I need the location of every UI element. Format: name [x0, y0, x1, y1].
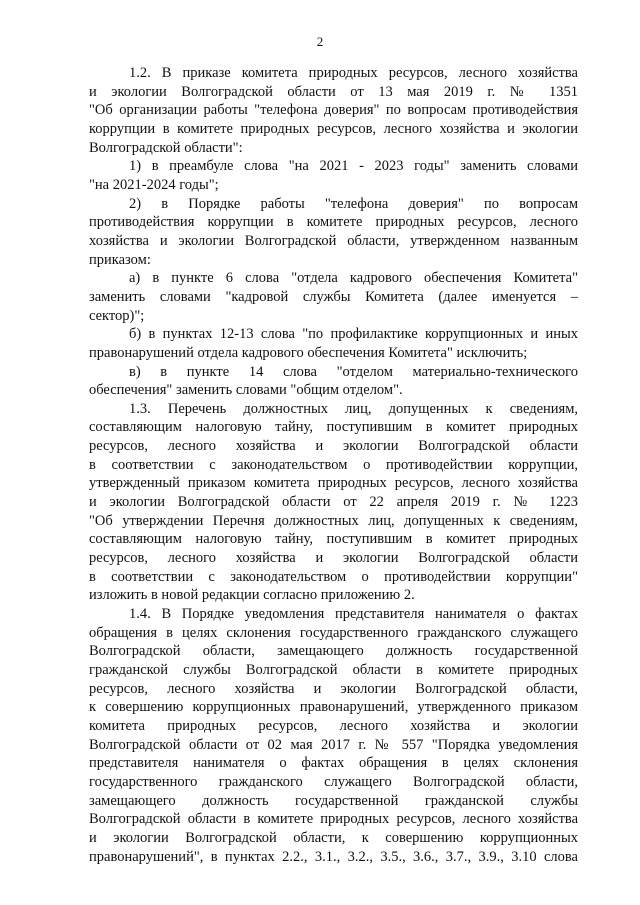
text-line: и экологии Волгоградской области от 22 апреля 2019 г. № 1223 [89, 494, 578, 511]
text-line: обращения в целях склонения государственного гражданского служащего [89, 624, 578, 641]
text-line: хозяйства и экологии Волгоградской области, утвержденном названным [89, 232, 578, 249]
text-line: и экологии Волгоградской области от 13 мая 2019 г. № 1351 [89, 83, 578, 100]
text-line: ресурсов, лесного хозяйства и экологии Волгоградской области [89, 438, 578, 455]
text-line: замещающего должность государственной гражданской службы [89, 792, 578, 809]
text-line: 1.4. В Порядке уведомления представителя нанимателя о фактах [129, 606, 578, 623]
text-line: противодействия коррупции в комитете природных ресурсов, лесного [89, 214, 578, 231]
text-line: а) в пункте 6 слова "отдела кадрового обеспечения Комитета" [129, 270, 578, 287]
text-line: ресурсов, лесного хозяйства и экологии Волгоградской области [89, 550, 578, 567]
text-line: правонарушений отдела кадрового обеспечения Комитета" исключить; [89, 344, 528, 361]
text-line: Волгоградской области от 02 мая 2017 г. № 557 "Порядка уведомления [89, 736, 578, 753]
text-line: Волгоградской области в комитете природных ресурсов, лесного хозяйства [89, 811, 578, 828]
text-line: коррупции в комитете природных ресурсов, лесного хозяйства и экологии [89, 120, 578, 137]
text-line: ресурсов, лесного хозяйства и экологии Волгоградской области, [89, 680, 578, 697]
text-line: "Об организации работы "телефона доверия" по вопросам противодействия [89, 102, 578, 119]
text-line: б) в пунктах 12-13 слова "по профилактике коррупционных и иных [129, 326, 578, 343]
text-line: в соответствии с законодательством о противодействии коррупции, [89, 456, 578, 473]
text-line: в) в пункте 14 слова "отделом материально-технического [129, 363, 578, 380]
text-line: приказом: [89, 251, 151, 268]
text-line: изложить в новой редакции согласно приложению 2. [89, 587, 415, 604]
page-number: 2 [316, 34, 324, 49]
text-line: 1) в преамбуле слова "на 2021 - 2023 годы" заменить словами [129, 158, 578, 175]
text-line: правонарушений", в пунктах 2.2., 3.1., 3.2., 3.5., 3.6., 3.7., 3.9., 3.10 слова [89, 848, 578, 865]
text-line: представителя нанимателя о фактах обращения в целях склонения [89, 755, 578, 772]
text-line: в соответствии с законодательством о противодействии коррупции" [89, 568, 578, 585]
text-line: обеспечения" заменить словами "общим отделом". [89, 382, 403, 399]
text-line: заменить словами "кадровой службы Комитета (далее именуется – [89, 288, 578, 305]
document-body [89, 64, 578, 866]
text-line: 1.2. В приказе комитета природных ресурсов, лесного хозяйства [129, 65, 578, 81]
text-line: "на 2021-2024 годы"; [89, 176, 219, 193]
text-line: 1.3. Перечень должностных лиц, допущенных к сведениям, [129, 400, 578, 417]
text-line: к совершению коррупционных правонарушений, утвержденного приказом [89, 699, 578, 716]
text-line: составляющим налоговую тайну, поступившим в комитет природных [89, 531, 578, 548]
text-line: "Об утверждении Перечня должностных лиц, допущенных к сведениям, [89, 512, 578, 529]
text-line: 2) в Порядке работы "телефона доверия" по вопросам [129, 195, 578, 212]
text-line: Волгоградской области": [89, 139, 243, 156]
text-line: и экологии Волгоградской области, к совершению коррупционных [89, 829, 578, 846]
text-line: сектор)"; [89, 307, 145, 324]
text-line: составляющим налоговую тайну, поступившим в комитет природных [89, 419, 578, 436]
text-line: Волгоградской области, замещающего должность государственной [89, 643, 578, 660]
text-line: гражданской службы Волгоградской области в комитете природных [89, 662, 578, 678]
text-line: государственного гражданского служащего Волгоградской области, [89, 773, 578, 790]
text-line: комитета природных ресурсов, лесного хозяйства и экологии [89, 717, 578, 734]
text-line: утвержденный приказом комитета природных ресурсов, лесного хозяйства [89, 475, 578, 492]
